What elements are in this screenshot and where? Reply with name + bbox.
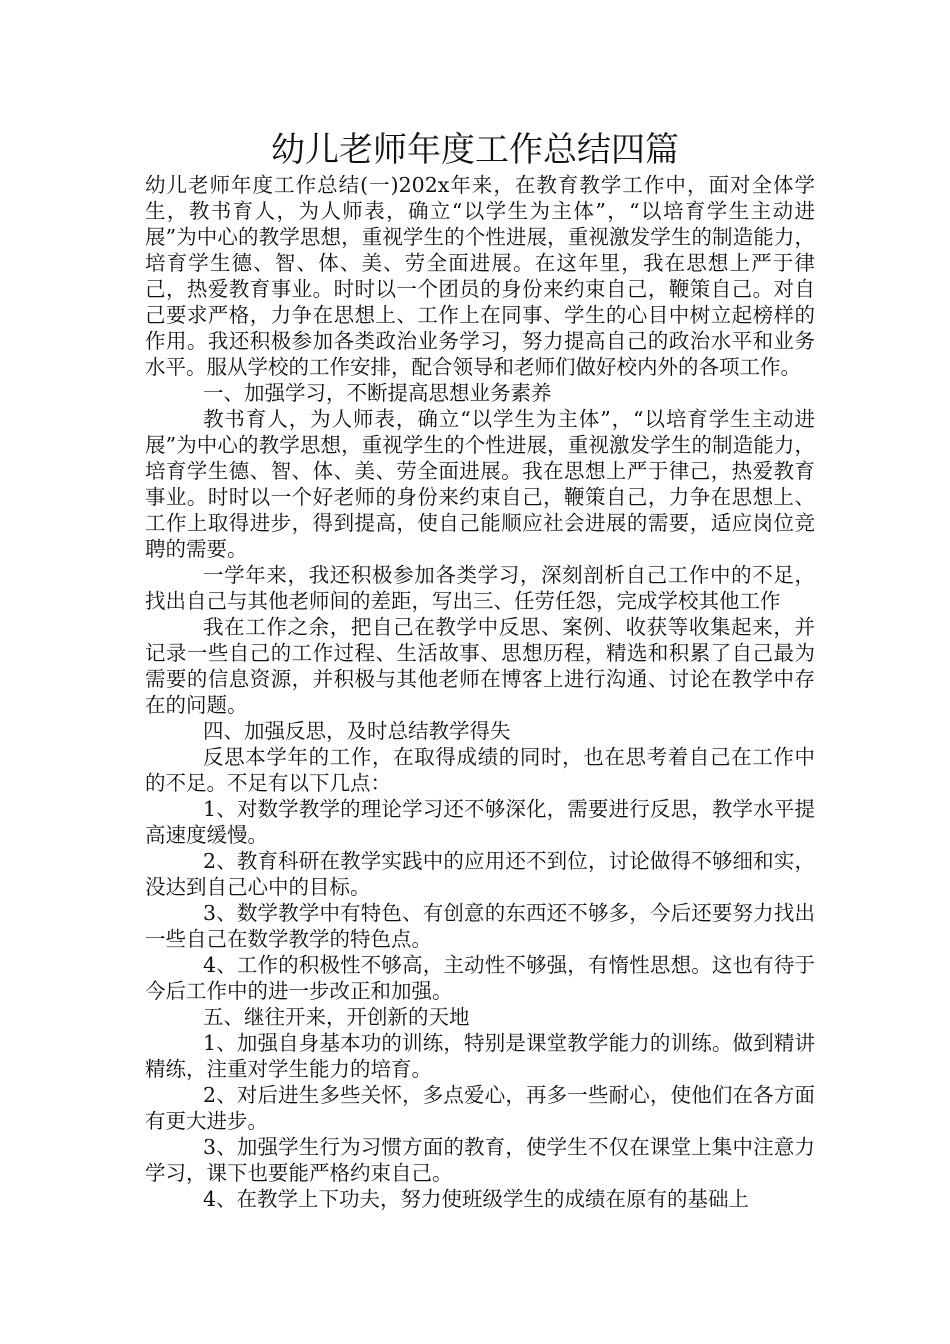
section-heading-1: 一、加强学习，不断提高思想业务素养 [203,381,552,405]
paragraph: 教书育人，为人师表，确立“以学生为主体”，“以培育学生主动进展”为中心的教学思想，重视学生的个性进展，重视激发学生的制造能力，培育学生德、智、体、美、劳全面进展。我在思想上严于律己，热爱教育事业。时时以一个好老师的身份来约束自己，鞭策自己，力争在思想上、工作上取得进步，得到提高，使自己能顺应社会进展的需要，适应岗位竞聘的需要。 [145,407,815,561]
paragraph-intro: 幼儿老师年度工作总结(一)202x年来，在教育教学工作中，面对全体学生，教书育人，为人师表，确立“以学生为主体”，“以培育学生主动进展”为中心的教学思想，重视学生的个性进展，重视激发学生的制造能力，培育学生德、智、体、美、劳全面进展。在这年里，我在思想上严于律己，热爱教育事业。时时以一个团员的身份来约束自己，鞭策自己。对自己要求严格，力争在思想上、工作上在同事、学生的心目中树立起榜样的作用。我还积极参加各类政治业务学习，努力提高自己的政治水平和业务水平。服从学校的工作安排，配合领导和老师们做好校内外的各项工作。 [145,173,815,379]
paragraph: 我在工作之余，把自己在教学中反思、案例、收获等收集起来，并记录一些自己的工作过程、生活故事、思想历程，精选和积累了自己最为需要的信息资源，并积极与其他老师在博客上进行沟通、讨论在教学中存在的问题。 [145,615,815,717]
list-item: 4、工作的积极性不够高，主动性不够强，有惰性思想。这也有待于今后工作中的进一步改正和加强。 [145,953,815,1003]
list-item: 3、加强学生行为习惯方面的教育，使学生不仅在课堂上集中注意力学习，课下也要能严格约束自己。 [145,1135,815,1185]
list-item: 2、对后进生多些关怀，多点爱心，再多一些耐心，使他们在各方面有更大进步。 [145,1083,815,1133]
list-item: 4、在教学上下功夫，努力使班级学生的成绩在原有的基础上 [203,1187,750,1211]
paragraph: 反思本学年的工作，在取得成绩的同时，也在思考着自己在工作中的不足。不足有以下几点： [145,745,815,795]
list-item: 1、对数学教学的理论学习还不够深化，需要进行反思，教学水平提高速度缓慢。 [145,797,815,847]
list-item: 2、教育科研在教学实践中的应用还不到位，讨论做得不够细和实，没达到自己心中的目标。 [145,849,815,899]
document-title: 幼儿老师年度工作总结四篇 [271,130,679,170]
section-heading-4: 四、加强反思，及时总结教学得失 [203,719,511,743]
list-item: 3、数学教学中有特色、有创意的东西还不够多，今后还要努力找出一些自己在数学教学的特色点。 [145,901,815,951]
document-body [145,172,815,1212]
paragraph: 一学年来，我还积极参加各类学习，深刻剖析自己工作中的不足，找出自己与其他老师间的差距，写出三、任劳任怨，完成学校其他工作 [145,563,815,613]
section-heading-5: 五、继往开来，开创新的天地 [203,1005,470,1029]
list-item: 1、加强自身基本功的训练，特别是课堂教学能力的训练。做到精讲精练，注重对学生能力的培育。 [145,1031,815,1081]
